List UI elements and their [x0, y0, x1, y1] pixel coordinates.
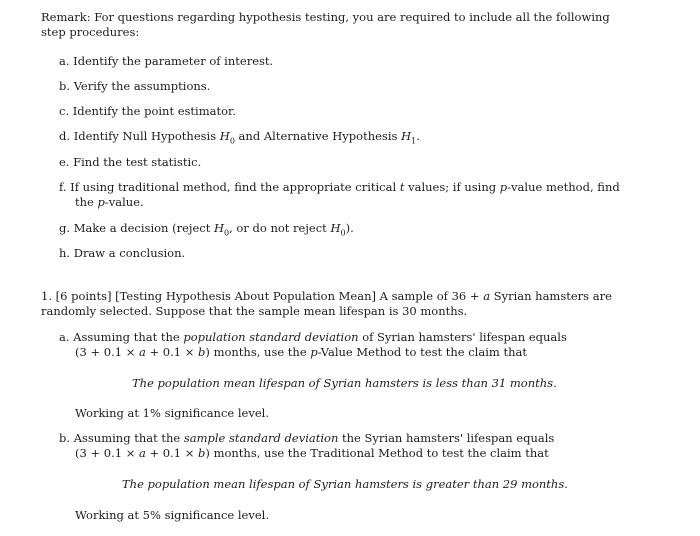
subscript: 1 — [411, 136, 417, 146]
part-a-line-1 — [59, 330, 567, 345]
part-text: (3 + 0.1 × — [75, 446, 139, 460]
step-marker: g. — [59, 221, 71, 235]
step-text: Identify Null Hypothesis — [73, 129, 220, 143]
step-text: Find the test statistic. — [73, 155, 202, 169]
step-text: Verify the assumptions. — [73, 79, 211, 93]
part-a-significance: Working at 1% significance level. — [75, 406, 269, 420]
subscript: 0 — [224, 228, 230, 238]
null-hypothesis-symbol: H — [214, 221, 225, 235]
part-text: (3 + 0.1 × — [75, 345, 139, 359]
step-text: Identify the point estimator. — [72, 104, 236, 118]
question-text: 1. [6 points] [Testing Hypothesis About Population Mean] A sample of 36 + — [41, 289, 484, 303]
p-variable: p — [499, 180, 508, 194]
step-f-continuation — [75, 195, 144, 210]
step-text: -value. — [104, 195, 144, 209]
subscript: 0 — [340, 228, 346, 238]
alt-hypothesis-symbol: H — [401, 129, 412, 143]
step-f — [59, 180, 620, 195]
step-marker: b. — [59, 79, 71, 93]
part-text: ) months, use the Traditional Method to test the claim that — [205, 446, 549, 460]
part-text: + 0.1 × — [145, 345, 199, 359]
remark-line-2: step procedures: — [41, 25, 140, 39]
part-marker: a. — [59, 330, 70, 344]
step-marker: e. — [59, 155, 70, 169]
step-text: . — [416, 129, 420, 143]
part-a-claim: The population mean lifespan of Syrian hamsters is less than 31 months. — [132, 376, 557, 390]
emphasis-text: population standard deviation — [183, 330, 359, 344]
question-line-2: randomly selected. Suppose that the sample mean lifespan is 30 months. — [41, 304, 468, 318]
a-variable: a — [139, 345, 146, 359]
part-text: ) months, use the — [205, 345, 311, 359]
step-text: the — [75, 195, 98, 209]
emphasis-text: sample standard deviation — [183, 431, 339, 445]
null-hypothesis-symbol: H — [219, 129, 230, 143]
step-g — [59, 221, 354, 236]
step-marker: d. — [59, 129, 71, 143]
step-text: values; if using — [404, 180, 500, 194]
part-b-significance: Working at 5% significance level. — [75, 508, 269, 522]
step-a — [59, 54, 273, 69]
part-b-line-2 — [75, 446, 549, 461]
part-marker: b. — [59, 431, 71, 445]
step-marker: a. — [59, 54, 70, 68]
part-text: + 0.1 × — [145, 446, 199, 460]
a-variable: a — [483, 289, 491, 303]
step-text: Identify the parameter of interest. — [73, 54, 274, 68]
question-text: Syrian hamsters are — [490, 289, 612, 303]
p-variable: p — [310, 345, 318, 359]
question-line-1 — [41, 289, 612, 304]
step-e — [59, 155, 201, 170]
step-text: If using traditional method, find the appropriate critical — [70, 180, 400, 194]
part-text: Assuming that the — [73, 431, 184, 445]
step-text: and Alternative Hypothesis — [234, 129, 402, 143]
remark-line-1: Remark: For questions regarding hypothesis testing, you are required to include all the following — [41, 10, 610, 24]
null-hypothesis-symbol: H — [330, 221, 341, 235]
step-text: Make a decision (reject — [73, 221, 214, 235]
part-text: of Syrian hamsters' lifespan equals — [358, 330, 567, 344]
p-variable: p — [97, 195, 105, 209]
step-text: , or do not reject — [229, 221, 331, 235]
t-variable: t — [399, 180, 405, 194]
step-h — [59, 246, 185, 261]
part-b-line-1 — [59, 431, 554, 446]
part-text: Assuming that the — [73, 330, 184, 344]
step-text: ). — [345, 221, 354, 235]
step-marker: f. — [59, 180, 67, 194]
step-marker: c. — [59, 104, 70, 118]
step-b — [59, 79, 210, 94]
a-variable: a — [139, 446, 146, 460]
b-variable: b — [198, 345, 206, 359]
part-text: -Value Method to test the claim that — [317, 345, 527, 359]
step-d — [59, 129, 420, 144]
step-c — [59, 104, 236, 119]
b-variable: b — [198, 446, 206, 460]
step-text: -value method, find — [507, 180, 620, 194]
subscript: 0 — [229, 136, 235, 146]
part-text: the Syrian hamsters' lifespan equals — [338, 431, 555, 445]
step-text: Draw a conclusion. — [73, 246, 186, 260]
part-a-line-2 — [75, 345, 527, 360]
part-b-claim: The population mean lifespan of Syrian hamsters is greater than 29 months. — [122, 477, 568, 491]
step-marker: h. — [59, 246, 71, 260]
